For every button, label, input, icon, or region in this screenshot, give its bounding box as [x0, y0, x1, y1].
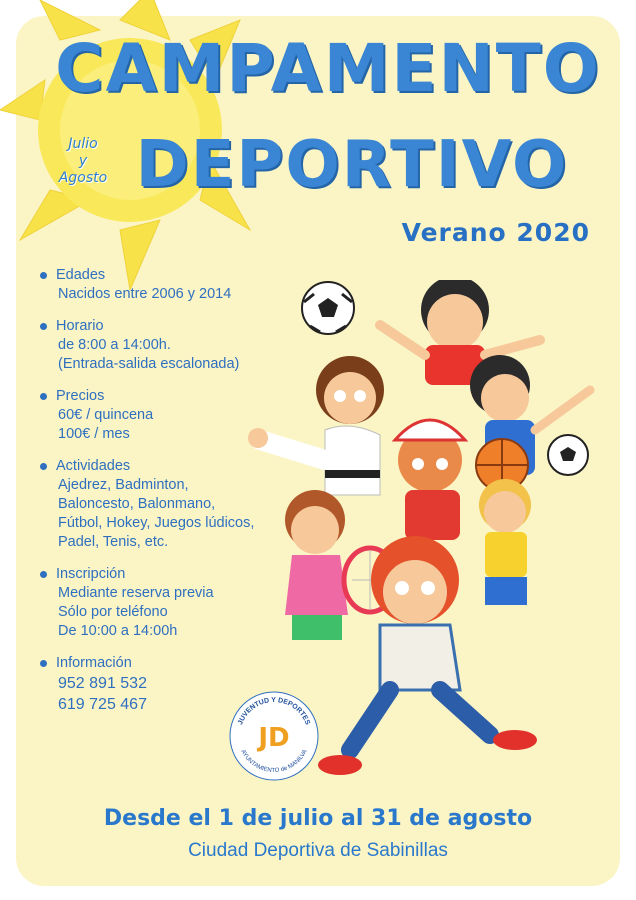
logo-letters: JD — [258, 723, 290, 753]
info-label: Edades — [56, 267, 106, 283]
info-line: Ajedrez, Badminton, — [58, 477, 189, 493]
info-label: Actividades — [56, 458, 131, 474]
season-line-3: Agosto — [58, 170, 108, 186]
juventud-deportes-logo — [228, 690, 320, 782]
info-line: de 8:00 a 14:00h. — [58, 337, 171, 353]
info-line: De 10:00 a 14:00h — [58, 623, 178, 639]
info-line: Baloncesto, Balonmano, — [58, 496, 216, 512]
info-line: Fútbol, Hokey, Juegos lúdicos, — [58, 515, 255, 531]
bullet-icon — [40, 660, 47, 667]
info-line: Sólo por teléfono — [58, 604, 168, 620]
footer-dates: Desde el 1 de julio al 31 de agosto — [103, 806, 533, 831]
season-line-1: Julio — [68, 136, 98, 152]
soccer-ball-icon — [302, 282, 354, 334]
info-label: Información — [56, 655, 132, 671]
logo-bottom-text: AYUNTAMIENTO de MANILVA — [239, 749, 309, 775]
info-line: Padel, Tenis, etc. — [58, 534, 169, 550]
info-line: (Entrada-salida escalonada) — [58, 356, 240, 372]
info-line: Nacidos entre 2006 y 2014 — [58, 286, 232, 302]
kid-yellow-shirt — [479, 479, 531, 605]
season-badge — [28, 136, 138, 187]
season-line-2: y — [78, 153, 88, 169]
bullet-icon — [40, 463, 47, 470]
girl-tennis — [285, 490, 348, 640]
info-line: Mediante reserva previa — [58, 585, 214, 601]
boy-cap — [395, 420, 465, 540]
footer-location: Ciudad Deportiva de Sabinillas — [188, 840, 448, 861]
info-label: Horario — [56, 318, 104, 334]
phone-number: 952 891 532 — [58, 675, 147, 692]
bullet-icon — [40, 323, 47, 330]
info-label: Inscripción — [56, 566, 126, 582]
bullet-icon — [40, 571, 47, 578]
girl-karate — [248, 356, 384, 495]
logo-top-text: JUVENTUD Y DEPORTES — [237, 696, 311, 726]
subtitle-year: Verano 2020 — [401, 218, 590, 247]
info-line: 60€ / quincena — [58, 407, 154, 423]
title-line-1: CAMPAMENTO — [55, 30, 601, 107]
info-line: 100€ / mes — [58, 426, 130, 442]
phone-number: 619 725 467 — [58, 696, 147, 713]
info-label: Precios — [56, 388, 105, 404]
bullet-icon — [40, 272, 47, 279]
bullet-icon — [40, 393, 47, 400]
title-line-2: DEPORTIVO — [135, 128, 569, 202]
soccer-ball-icon — [548, 435, 588, 475]
